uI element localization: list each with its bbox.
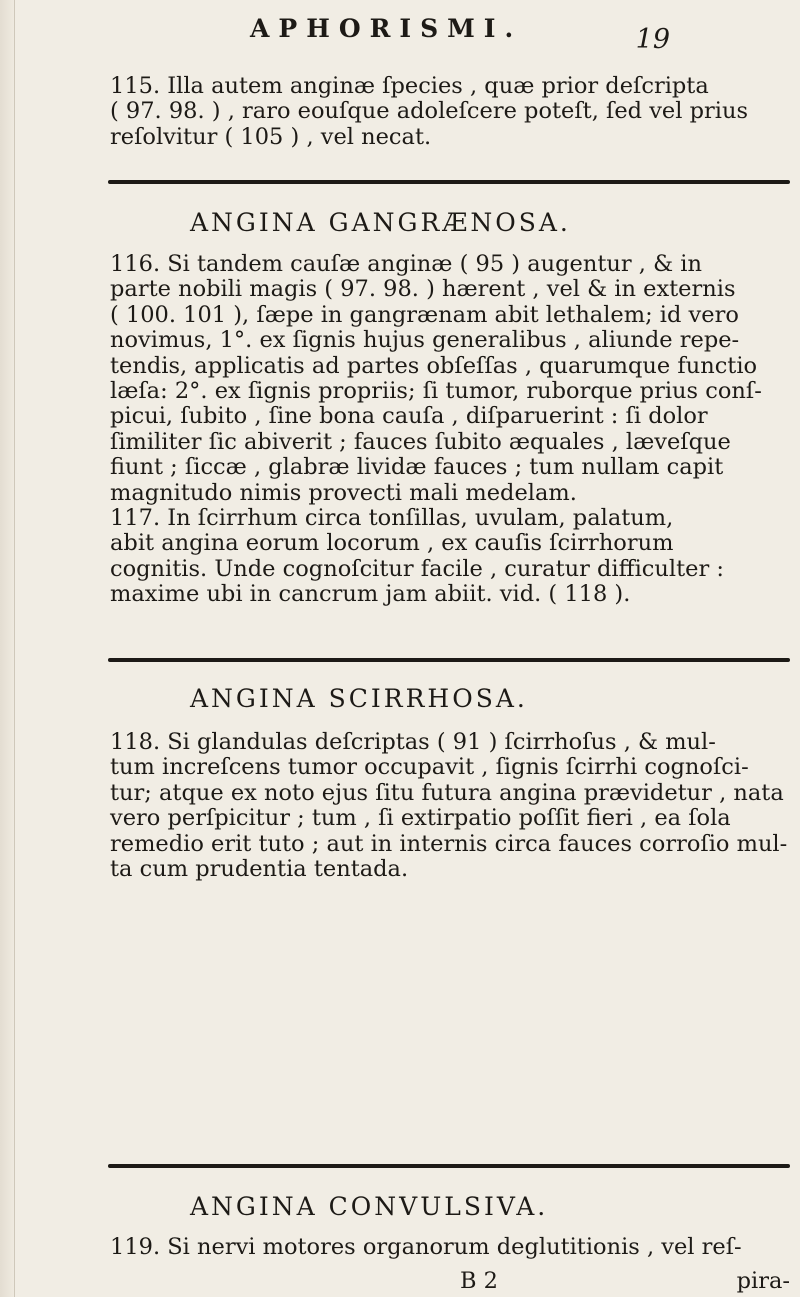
signature-mark: B 2	[460, 1268, 499, 1294]
text-line: 118. Si glandulas deſcriptas ( 91 ) ſcirrhoſus , & mul-	[110, 729, 716, 755]
page-number: 19	[635, 24, 670, 55]
text-line: 117. In ſcirrhum circa tonſillas, uvulam, palatum,	[110, 505, 674, 532]
aphorism-115	[110, 74, 790, 150]
text-line: ( 100. 101 ), ſæpe in gangrænam abit lethalem; id vero	[110, 301, 739, 328]
text-line: tur; atque ex noto ejus ſitu futura angina prævidetur , nata	[110, 779, 784, 806]
text-line: fiunt ; ſiccæ , glabræ lividæ fauces ; tum nullam capit	[110, 454, 724, 481]
running-title: APHORISMI.	[250, 14, 523, 43]
signature-line	[460, 1268, 790, 1294]
text-line: vero perſpicitur ; tum , ſi extirpatio poſſit fieri , ea ſola	[110, 805, 731, 832]
page-gutter	[0, 0, 15, 1297]
heading-angina-gangraenosa: ANGINA GANGRÆNOSA.	[190, 208, 571, 237]
text-line: 115. Illa autem anginæ ſpecies , quæ prior deſcripta	[110, 73, 709, 99]
text-line: picui, ſubito , ſine bona cauſa , diſparuerint : ſi dolor	[110, 403, 708, 430]
text-line: novimus, 1°. ex ſignis hujus generalibus , aliunde repe-	[110, 327, 740, 354]
text-line: cognitis. Unde cognoſcitur facile , curatur difficulter :	[110, 555, 724, 582]
text-line: reſolvitur ( 105 ) , vel necat.	[110, 123, 432, 150]
aphorisms-116-117	[110, 252, 790, 608]
text-line: magnitudo nimis provecti mali medelam.	[110, 479, 577, 506]
text-line: ta cum prudentia tentada.	[110, 856, 409, 883]
section-rule	[108, 658, 790, 662]
text-line: tendis, applicatis ad partes obſeſſas , quarumque functio	[110, 352, 758, 379]
text-line: parte nobili magis ( 97. 98. ) hærent , vel & in externis	[110, 276, 736, 303]
text-line: læſa: 2°. ex ſignis propriis; ſi tumor, ruborque prius conſ-	[110, 378, 762, 405]
text-line: 116. Si tandem cauſæ anginæ ( 95 ) augentur , & in	[110, 251, 702, 277]
text-line: tum increſcens tumor occupavit , ſignis ſcirrhi cognoſci-	[110, 754, 749, 781]
section-rule	[108, 180, 790, 184]
aphorism-118	[110, 730, 790, 882]
heading-angina-convulsiva: ANGINA CONVULSIVA.	[190, 1192, 549, 1221]
catchword: pira-	[736, 1268, 790, 1294]
text-line: ( 97. 98. ) , raro eouſque adoleſcere poteſt, ſed vel prius	[110, 98, 748, 125]
text-line: maxime ubi in cancrum jam abiit. vid. ( 118 ).	[110, 581, 631, 608]
text-line: abit angina eorum locorum , ex cauſis ſcirrhorum	[110, 530, 674, 557]
text-line: ſimiliter ſic abiverit ; fauces ſubito æquales , læveſque	[110, 428, 731, 455]
section-rule	[108, 1164, 790, 1168]
heading-angina-scirrhosa: ANGINA SCIRRHOSA.	[190, 684, 528, 713]
running-head	[250, 14, 670, 54]
aphorism-119	[110, 1235, 790, 1260]
text-line: remedio erit tuto ; aut in internis circa fauces corroſio mul-	[110, 830, 788, 857]
text-line: 119. Si nervi motores organorum deglutitionis , vel reſ-	[110, 1234, 742, 1260]
